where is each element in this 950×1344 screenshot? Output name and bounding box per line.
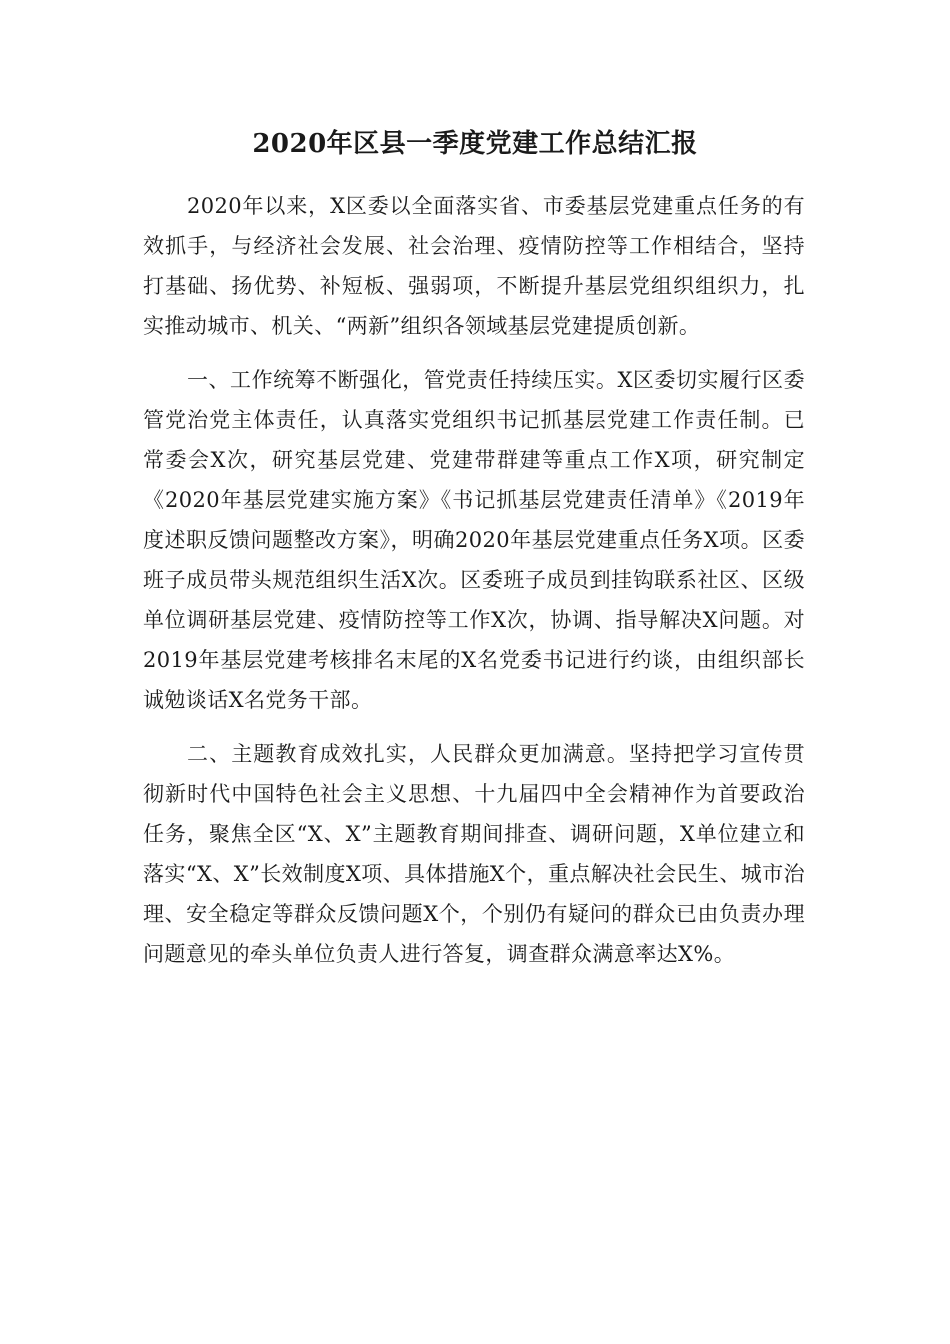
document-title: 2020年区县一季度党建工作总结汇报: [252, 129, 698, 159]
paragraph-section-one: 一、工作统筹不断强化，管党责任持续压实。X区委切实履行区委管党治党主体责任，认真落实党组织书记抓基层党建工作责任制。已常委会X次，研究基层党建、党建带群建等重点工作X项，研究制定《2020年基层党建实施方案》《书记抓基层党建责任清单》《2019年度述职反馈问题整改方案》，明确2020年基层党建重点任务X项。区委班子成员带头规范组织生活X次。区委班子成员到挂钩联系社区、区级单位调研基层党建、疫情防控等工作X次，协调、指导解决X问题。对2019年基层党建考核排名末尾的X名党委书记进行约谈，由组织部长诚勉谈话X名党务干部。: [143, 368, 805, 712]
paragraph-intro: 2020年以来，X区委以全面落实省、市委基层党建重点任务的有效抓手，与经济社会发展、社会治理、疫情防控等工作相结合，坚持打基础、扬优势、补短板、强弱项，不断提升基层党组织组织力，扎实推动城市、机关、“两新”组织各领域基层党建提质创新。: [143, 194, 805, 338]
document-body: [143, 186, 805, 974]
paragraph-section-two: 二、主题教育成效扎实，人民群众更加满意。坚持把学习宣传贯彻新时代中国特色社会主义思想、十九届四中全会精神作为首要政治任务，聚焦全区“X、X”主题教育期间排查、调研问题，X单位建立和落实“X、X”长效制度X项、具体措施X个，重点解决社会民生、城市治理、安全稳定等群众反馈问题X个，个别仍有疑问的群众已由负责办理问题意见的牵头单位负责人进行答复，调查群众满意率达X%。: [143, 742, 805, 966]
